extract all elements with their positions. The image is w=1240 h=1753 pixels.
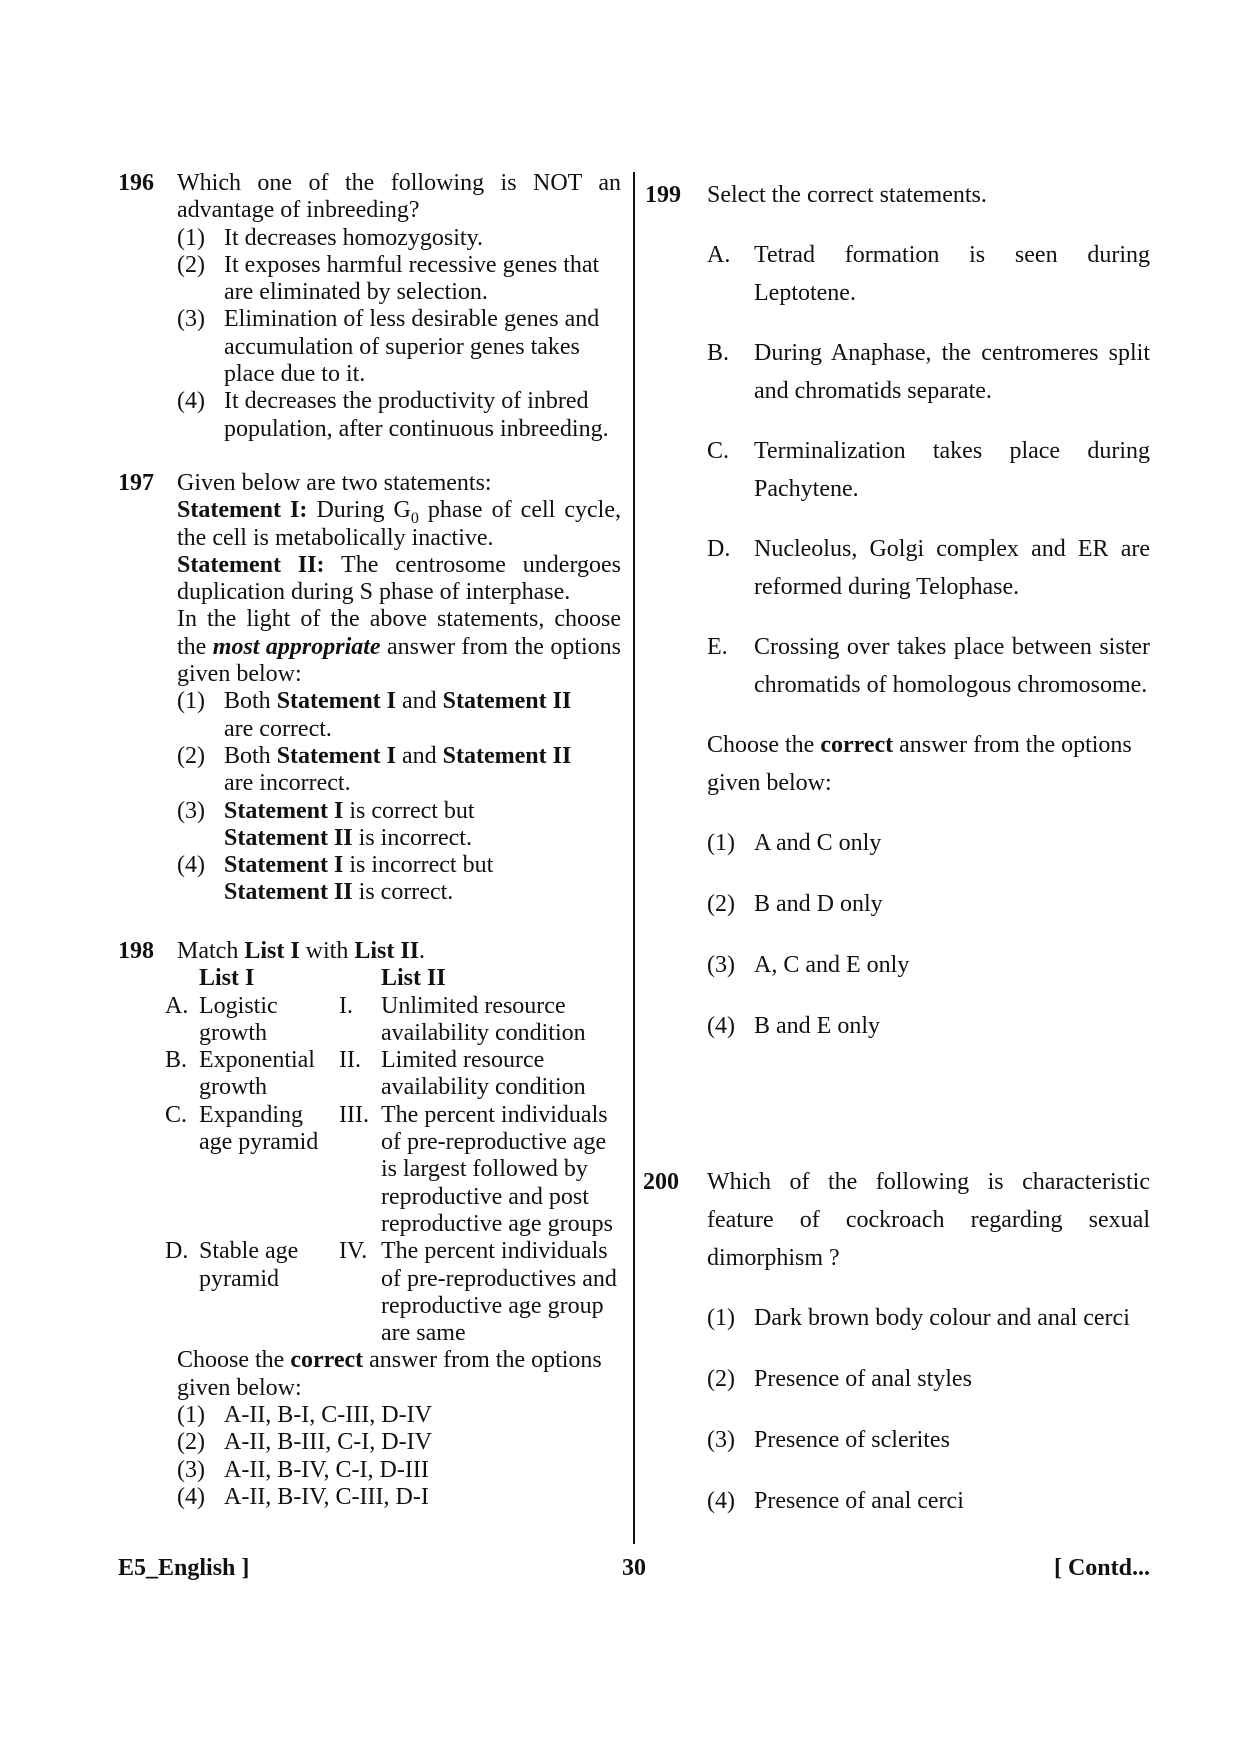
statement: D. Nucleolus, Golgi complex and ER are reformed during Telophase.: [707, 536, 1150, 600]
option: (1) Dark brown body colour and anal cerci: [707, 1305, 1130, 1331]
column-divider: [633, 172, 635, 1544]
option: (4) Presence of anal cerci: [707, 1488, 964, 1514]
question-stem: Which one of the following is NOT an: [177, 170, 621, 196]
list-1-item: Exponential growth: [199, 1047, 315, 1101]
question-number: 199: [645, 182, 681, 208]
list-2-item: The percent individuals of pre-reproductives and reproductive age group are same: [381, 1238, 617, 1347]
question-199: [645, 176, 1150, 1068]
choose-instruction: Choose the correct answer from the options given below:: [177, 1347, 602, 1401]
question-200: [645, 1163, 1150, 1543]
option: (1) It decreases homozygosity.: [177, 224, 484, 251]
list-1-header: List I: [199, 965, 255, 992]
list-2-item: Limited resource availability condition: [381, 1047, 586, 1101]
option: (4) It decreases the productivity of inbred population, after continuous inbreeding.: [177, 388, 609, 442]
option: (2) Both Statement I and Statement II are incorrect.: [177, 742, 572, 797]
question-number: 197: [118, 470, 154, 496]
list-2-item: Unlimited resource availability condition: [381, 992, 586, 1046]
match-table: List I List II A. Logistic growth I. Unlimited resource availability condition B. Exponential growth II. Limited resource availability condition C. Expanding age pyramid III. The percent individuals of pre-reproductive age is largest followed by reproductive and post reproductive age groups D. Stable age pyramid IV. The percent individuals of pre-reproductives and reproductive age group are same: [165, 965, 621, 1347]
statement: C. Terminalization takes place during Pachytene.: [707, 438, 1150, 502]
page-footer: [118, 1555, 1150, 1585]
question-number: 200: [643, 1169, 679, 1195]
option: (3) Presence of sclerites: [707, 1427, 950, 1453]
list-1-item: Expanding age pyramid: [199, 1101, 319, 1156]
option: (3) A-II, B-IV, C-I, D-III: [177, 1456, 429, 1483]
option: (1) A-II, B-I, C-III, D-IV: [177, 1402, 432, 1429]
list-1-item: Logistic growth: [199, 992, 278, 1046]
list-2-header: List II: [381, 965, 446, 992]
question-ask: In the light of the above statements, choose the most appropriate answer from the options given below:: [177, 606, 622, 688]
option: (4) Statement I is incorrect but Statement II is correct.: [177, 852, 494, 906]
option: (2) It exposes harmful recessive genes that are eliminated by selection.: [177, 251, 600, 306]
statement-2: Statement II: The centrosome undergoes duplication during S phase of interphase.: [177, 551, 622, 606]
option: (3) Elimination of less desirable genes and accumulation of superior genes takes place due to it.: [177, 306, 600, 388]
question-number: 198: [118, 938, 154, 964]
option: (4) A-II, B-IV, C-III, D-I: [177, 1483, 429, 1510]
page-number: 30: [622, 1555, 646, 1581]
question-intro: Given below are two statements:: [177, 470, 492, 496]
question-196: [118, 170, 621, 443]
question-stem: Select the correct statements.: [707, 182, 987, 208]
option: (1) A and C only: [707, 830, 882, 856]
question-197: [118, 470, 621, 907]
question-stem: Which of the following is characteristic feature of cockroach regarding sexual dimorphism ?: [707, 1169, 1150, 1271]
booklet-code: E5_English ]: [118, 1555, 250, 1581]
question-stem-cont: advantage of inbreeding?: [177, 197, 420, 224]
option: (2) Presence of anal styles: [707, 1366, 972, 1392]
option: (1) Both Statement I and Statement II are correct.: [177, 688, 572, 742]
option: (3) A, C and E only: [707, 952, 910, 978]
question-number: 196: [118, 170, 154, 196]
choose-instruction: Choose the correct answer from the options given below:: [707, 732, 1132, 796]
option: (2) B and D only: [707, 891, 883, 917]
statement: A. Tetrad formation is seen during Leptotene.: [707, 242, 1150, 306]
option: (4) B and E only: [707, 1013, 880, 1039]
option: (3) Statement I is correct but Statement II is incorrect.: [177, 797, 475, 851]
question-198: [118, 938, 621, 1511]
statement: E. Crossing over takes place between sister chromatids of homologous chromosome.: [707, 634, 1150, 698]
continued-marker: [ Contd...: [1053, 1555, 1150, 1581]
statement: B. During Anaphase, the centromeres split and chromatids separate.: [707, 340, 1150, 404]
statement-1: Statement I: During $G_0$ phase of cell cycle, the cell is metabolically inactive.: [177, 497, 622, 551]
list-1-item: Stable age pyramid: [199, 1238, 299, 1292]
question-stem: Match List I with List II.: [177, 938, 426, 964]
list-2-item: The percent individuals of pre-reproductive age is largest followed by reproductive and post reproductive age groups: [381, 1101, 613, 1237]
option: (2) A-II, B-III, C-I, D-IV: [177, 1429, 432, 1456]
